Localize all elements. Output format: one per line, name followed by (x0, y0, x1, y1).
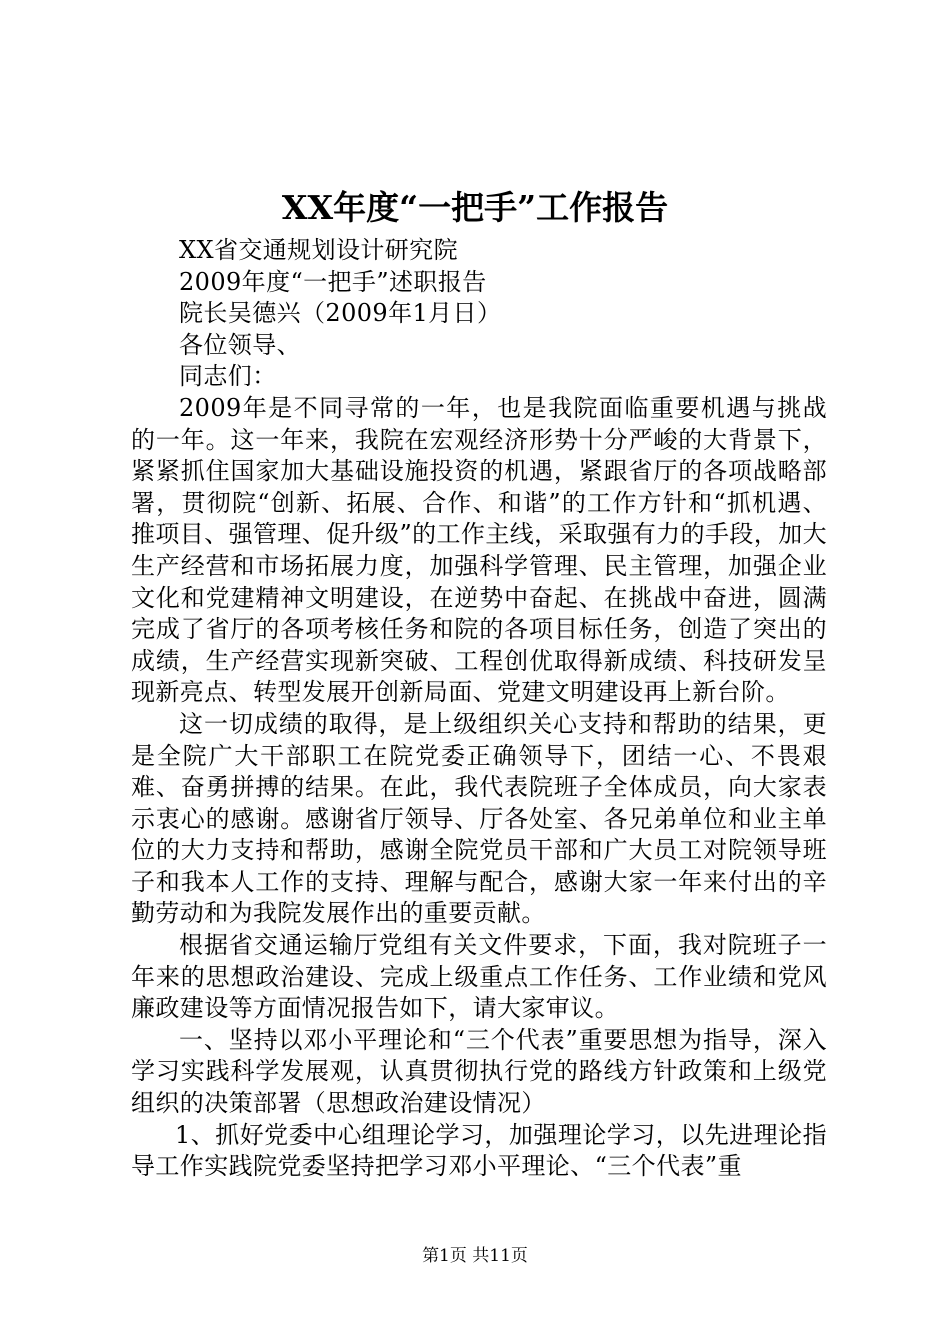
report-subtitle: 2009年度“一把手”述职报告 (179, 267, 487, 296)
paragraph-intro: 2009年是不同寻常的一年，也是我院面临重要机遇与挑战的一年。这一年来，我院在宏观经济形势十分严峻的大背景下，紧紧抓住国家加大基础设施投资的机遇，紧跟省厅的各项战略部署，贯彻院“创新、拓展、合作、和谐”的工作方针和“抓机遇、推项目、强管理、促升级”的工作主线，采取强有力的手段，加大生产经营和市场拓展力度，加强科学管理、民主管理，加强企业文化和党建精神文明建设，在逆势中奋起、在挑战中奋进，圆满完成了省厅的各项考核任务和院的各项目标任务，创造了突出的成绩，生产经营实现新突破、工程创优取得新成绩、科技研发呈现新亮点、转型发展开创新局面、党建文明建设再上新台阶。 (131, 393, 827, 707)
section-heading-1: 一、坚持以邓小平理论和“三个代表”重要思想为指导，深入学习实践科学发展观，认真贯彻执行党的路线方针政策和上级党组织的决策部署（思想政治建设情况） (131, 1025, 827, 1118)
salutation-line-1: 各位领导、 (179, 330, 301, 359)
document-title: XX年度“一把手”工作报告 (281, 188, 669, 227)
document-body (131, 235, 827, 1183)
organization-line: XX省交通规划设计研究院 (179, 236, 458, 264)
author-line: 院长吴德兴（2009年1月日） (179, 299, 502, 328)
section-item-1: 1、抓好党委中心组理论学习，加强理论学习，以先进理论指导工作实践院党委坚持把学习邓小平理论、“三个代表”重 (131, 1120, 827, 1181)
salutation-line-2: 同志们： (179, 362, 277, 391)
page-number-footer: 第1页 共11页 (422, 1246, 528, 1266)
paragraph-report-scope: 根据省交通运输厅党组有关文件要求，下面，我对院班子一年来的思想政治建设、完成上级重点工作任务、工作业绩和党风廉政建设等方面情况报告如下，请大家审议。 (131, 931, 827, 1023)
paragraph-thanks: 这一切成绩的取得，是上级组织关心支持和帮助的结果，更是全院广大干部职工在院党委正确领导下，团结一心、不畏艰难、奋勇拼搏的结果。在此，我代表院班子全体成员，向大家表示衷心的感谢。感谢省厅领导、厅各处室、各兄弟单位和业主单位的大力支持和帮助，感谢全院党员干部和广大员工对院领导班子和我本人工作的支持、理解与配合，感谢大家一年来付出的辛勤劳动和为我院发展作出的重要贡献。 (131, 709, 827, 928)
